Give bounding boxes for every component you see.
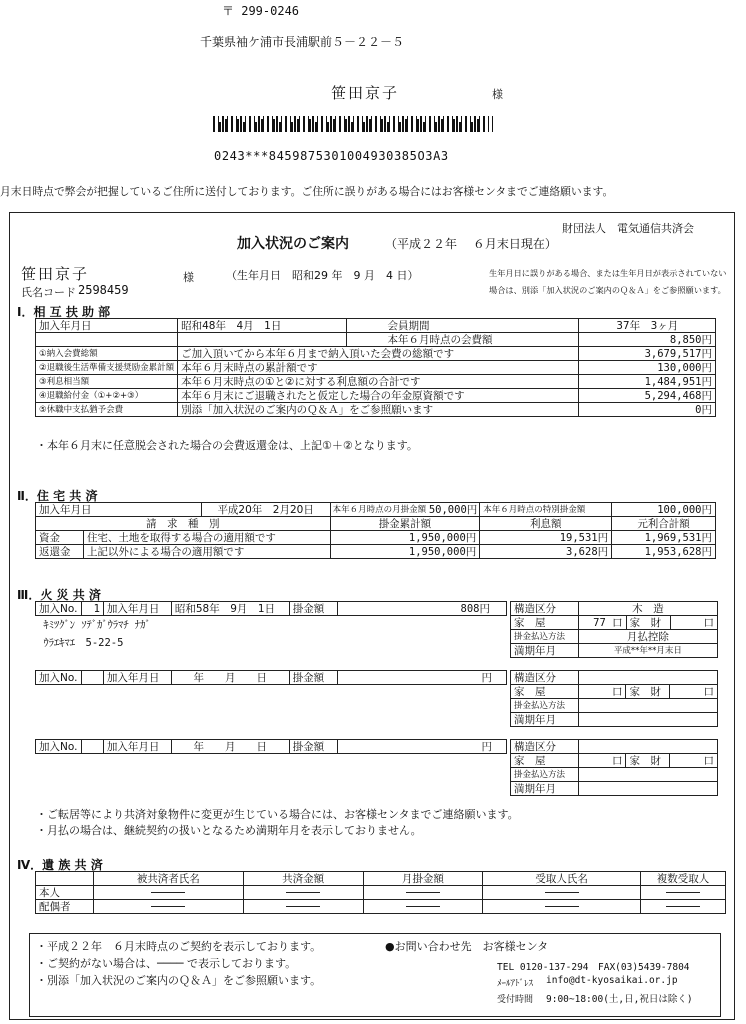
- fire-contract-3-detail: 構造区分 家 屋 口 家 財 口 掛金払込方法 満期年月: [510, 739, 718, 796]
- fire-address-2: ｳﾗｴｷﾏｴ 5-22-5: [43, 637, 124, 649]
- col-type: 請 求 種 別: [36, 517, 331, 531]
- fire-contract-1-detail: 構造区分 木 造 家 屋 77 口 家 財 口 掛金払込方法 月払控除 満期年月 平成**年**月末日: [510, 601, 718, 658]
- postal-barcode: [213, 116, 493, 132]
- bonus-label: 本年６月時点の特別掛金額: [480, 503, 612, 517]
- contact-hours: 9:00~18:00(土,日,祝日は除く): [546, 994, 693, 1005]
- join-value: 昭和48年 4月 1日: [178, 319, 347, 333]
- fire-contract-3: 加入No. 加入年月日 年 月 日 掛金額 円: [35, 739, 507, 754]
- mail-label: ﾒｰﾙｱﾄﾞﾚｽ: [497, 979, 534, 989]
- member-honorific: 様: [183, 271, 194, 284]
- col-interest: 利息額: [480, 517, 612, 531]
- birth-date: （生年月日 昭和29 年 9 月 4 日）: [226, 269, 419, 282]
- organization: 財団法人 電気通信共済会: [562, 222, 694, 235]
- table-row: 返還金 上記以外による場合の適用額です 1,950,000円 3,628円 1,953,628円: [36, 545, 716, 559]
- contact-mail[interactable]: info@dt-kyosaikai.or.jp: [546, 975, 678, 986]
- table-row: ③利息相当額 本年６月末時点の①と②に対する利息額の合計です 1,484,951円: [36, 375, 716, 389]
- fire-address-1: ｷﾐﾂｸﾞﾝ ｿﾃﾞｶﾞｳﾗﾏﾁ ﾅｶﾞ: [43, 619, 151, 631]
- page-title: 加入状況のご案内: [237, 236, 349, 252]
- monthly-value: 50,000円: [428, 503, 478, 516]
- fire-contract-2-detail: 構造区分 家 屋 口 家 財 口 掛金払込方法 満期年月: [510, 670, 718, 727]
- section3-note-2: ・月払の場合は、継続契約の扱いとなるため満期年月を表示しておりません。: [36, 824, 422, 837]
- period-value: 37年 3ヶ月: [579, 319, 716, 333]
- join-label-2: 加入年月日: [36, 503, 202, 517]
- section2-title: Ⅱ．住 宅 共 済: [17, 489, 98, 503]
- section3-title: Ⅲ．火 災 共 済: [17, 588, 101, 602]
- section4-title: Ⅳ．遺 族 共 済: [17, 858, 103, 872]
- code-value: 2598459: [78, 283, 129, 297]
- footer-note-3: ・別添「加入状況のご案内のＱ＆Ａ」をご参照願います。: [36, 974, 322, 987]
- birth-note-2: 場合は、別添「加入状況のご案内のＱ＆Ａ」をご参照願います。: [489, 285, 726, 295]
- table-row: ④退職給付金（①+②+③） 本年６月末にご退職されたと仮定した場合の年金原資額です 5,294,468円: [36, 389, 716, 403]
- section1-title: Ⅰ．相 互 扶 助 部: [17, 305, 111, 319]
- fire-contract-1: 加入No. 1 加入年月日 昭和58年 9月 1日 掛金額 808円 ｷﾐﾂｸﾞﾝ ｿﾃﾞｶﾞｳﾗﾏﾁ ﾅｶﾞ ｳﾗｴｷﾏｴ 5-22-5: [35, 601, 507, 652]
- table-row: ②退職後生活準備支援奨励金累計額 本年６月末時点の累計額です 130,000円: [36, 361, 716, 375]
- postal-code: 〒 299-0246: [222, 4, 300, 18]
- contact-title: ●お問い合わせ先 お客様センタ: [385, 940, 549, 953]
- barcode-number: 0243***8459875301004930385O3A3: [214, 149, 449, 163]
- table-row: 資金 住宅、土地を取得する場合の適用額です 1,950,000円 19,531円 1,969,531円: [36, 531, 716, 545]
- section1-note: ・本年６月末に任意脱会された場合の会費返還金は、上記①＋②となります。: [36, 439, 418, 452]
- section2-table: [35, 502, 716, 559]
- period-label: 会員期間: [384, 319, 579, 333]
- recipient-honorific: 様: [492, 88, 503, 101]
- col-sum: 元利合計額: [612, 517, 716, 531]
- section1-table: [35, 318, 716, 417]
- section3-note-1: ・ご転居等により共済対象物件に変更が生じている場合には、お客様センタまでご連絡願います。: [36, 808, 519, 821]
- fee-value: 8,850円: [579, 333, 716, 347]
- fire-contract-2: 加入No. 加入年月日 年 月 日 掛金額 円: [35, 670, 507, 685]
- fee-label: 本年６月時点の会費額: [384, 333, 579, 347]
- contact-tel: TEL 0120-137-294 FAX(03)5439-7804: [497, 962, 690, 973]
- monthly-label: 本年６月時点の月掛金額: [332, 504, 427, 515]
- table-row: ⑤休職中支払猶予会費 別添「加入状況のご案内のＱ＆Ａ」をご参照願います 0円: [36, 403, 716, 417]
- address-street: 千葉県袖ケ浦市長浦駅前５－２２－５: [200, 35, 405, 49]
- code-label: 氏名コード: [21, 286, 76, 299]
- notice-line: 月末日時点で弊会が把握しているご住所に送付しております。ご住所に誤りがある場合にはお客様センタまでご連絡願います。: [0, 185, 614, 198]
- footer-note-2: ・ご契約がない場合は、──── で表示しております。: [36, 957, 297, 970]
- member-name: 笹田京子: [21, 265, 90, 283]
- join-value-2: 平成20年 2月20日: [201, 503, 330, 517]
- join-label: 加入年月日: [36, 319, 178, 333]
- col-total: 掛金累計額: [330, 517, 480, 531]
- report-period: （平成２２年 ６月末日現在）: [385, 237, 557, 251]
- table-row: 配偶者: [36, 900, 726, 914]
- table-row: 本人: [36, 886, 726, 900]
- table-row: ①納入会費総額 ご加入頂いてから本年６月まで納入頂いた会費の総額です 3,679,517円: [36, 347, 716, 361]
- footer-note-1: ・平成２２年 ６月末時点のご契約を表示しております。: [36, 940, 322, 953]
- hours-label: 受付時間: [497, 995, 534, 1005]
- birth-note-1: 生年月日に誤りがある場合、または生年月日が表示されていない: [489, 268, 727, 278]
- bonus-value: 100,000円: [612, 503, 716, 517]
- section4-table: 被共済者氏名 共済金額 月掛金額 受取人氏名 複数受取人 本人 配偶者: [35, 871, 726, 914]
- recipient-name: 笹田京子: [331, 84, 400, 102]
